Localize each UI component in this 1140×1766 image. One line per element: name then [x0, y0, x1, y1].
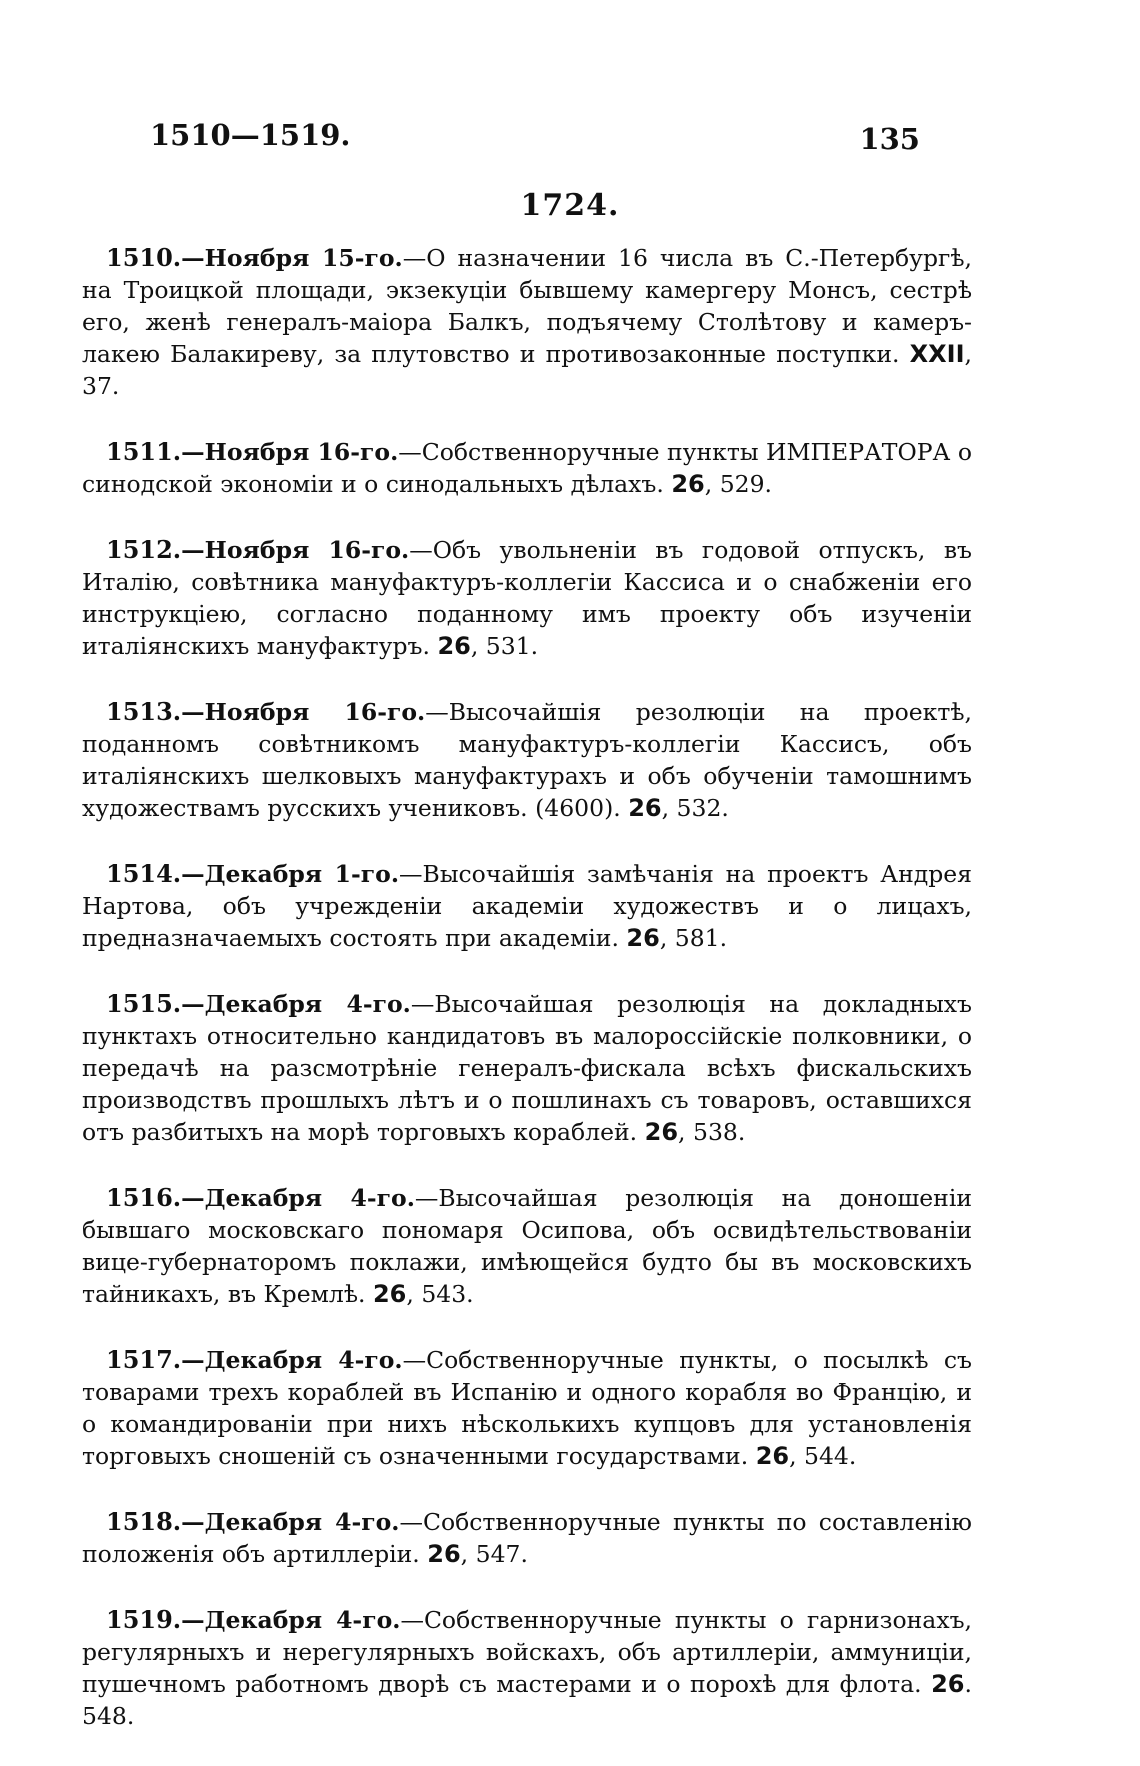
entry-number: 1510. [106, 243, 182, 272]
entry-number: 1518. [106, 1507, 182, 1536]
entry-date: —Ноября 15-го. [181, 244, 403, 272]
entry-volume: 26 [644, 1118, 679, 1146]
entry-page: , 532. [661, 794, 729, 822]
entry-text: —О назначении 16 числа въ С.-Петербургѣ, на Троицкой площади, экзекуціи бывшему камергеру Монсъ, сестрѣ его, женѣ генералъ-маіора Балкъ, подъячему Столѣтову и камеръ-лакею Балакиреву, за плутовство и противозаконные поступки. [82, 244, 972, 368]
entry-date: —Декабря 4-го. [181, 1346, 403, 1374]
entry-page: , 581. [659, 924, 728, 952]
entry-number: 1519. [106, 1605, 182, 1634]
entry-date: —Ноября 16-го. [181, 698, 426, 726]
entry-1512 [82, 534, 972, 662]
entry-text: —Высочайшія замѣчанія на проектъ Андрея Нартова, объ учрежденіи академіи художествъ и о лицахъ, предназначаемыхъ состоять при академіи. [82, 860, 973, 952]
entry-date: —Декабря 4-го. [181, 990, 411, 1018]
year-heading: 1724. [520, 188, 620, 223]
entry-range: 1510—1519. [150, 118, 351, 152]
entry-number: 1515. [106, 989, 182, 1018]
entry-page: , 544. [789, 1442, 857, 1470]
entry-1511 [82, 436, 972, 500]
entry-1514 [82, 858, 972, 954]
page-number: 135 [859, 122, 920, 156]
entry-number: 1516. [106, 1183, 182, 1212]
entry-text: —Собственноручные пункты, о посылкѣ съ товарами трехъ кораблей въ Испанію и одного корабля во Францію, и о командированіи при нихъ нѣсколькихъ купцовъ для установленія торговыхъ сношеній съ означенными государствами. [82, 1346, 972, 1470]
entry-volume: XXII [909, 340, 965, 368]
entry-text: —Собственноручные пункты ИМПЕРАТОРА о синодской экономіи и о синодальныхъ дѣлахъ. [82, 438, 972, 498]
entry-volume: 26 [626, 924, 660, 952]
entry-volume: 26 [628, 794, 662, 822]
entry-1510 [82, 242, 972, 402]
entry-text: —Высочайшая резолюція на докладныхъ пунктахъ относительно кандидатовъ въ малороссійскіе полковники, о передачѣ на разсмотрѣніе генералъ-фискала всѣхъ фискальскихъ производствъ прошлыхъ лѣтъ и о пошлинахъ съ товаровъ, оставшихся отъ разбитыхъ на морѣ торговыхъ кораблей. [82, 990, 972, 1146]
entry-text: —Высочайшая резолюція на доношеніи бывшаго московскаго пономаря Осипова, объ освидѣтельствованіи вице-губернаторомъ поклажи, имѣющейся будто бы въ московскихъ тайникахъ, въ Кремлѣ. [82, 1184, 972, 1308]
entry-number: 1517. [106, 1345, 182, 1374]
entry-page: . 548. [82, 1670, 972, 1730]
entry-1517 [82, 1344, 972, 1472]
entry-text: —Собственноручные пункты по составленію положенія объ артиллеріи. [82, 1508, 972, 1568]
entry-date: —Декабря 4-го. [181, 1508, 400, 1536]
entry-volume: 26 [437, 632, 471, 660]
entry-number: 1512. [106, 535, 182, 564]
entry-page: , 538. [678, 1118, 746, 1146]
entry-number: 1514. [106, 859, 182, 888]
entry-1515 [82, 988, 972, 1148]
entry-page: , 543. [406, 1280, 474, 1308]
entry-page: , 529. [704, 470, 773, 498]
entry-1516 [82, 1182, 972, 1310]
entry-text: —Собственноручные пункты о гарнизонахъ, регулярныхъ и нерегулярныхъ войскахъ, объ артиллеріи, аммуниціи, пушечномъ работномъ дворѣ съ мастерами и о порохѣ для флота. [82, 1606, 972, 1698]
entry-1513 [82, 696, 972, 824]
entry-1519 [82, 1604, 972, 1732]
entry-number: 1513. [106, 697, 182, 726]
running-header [150, 118, 920, 158]
entry-page: , 37. [82, 340, 972, 400]
entry-number: 1511. [106, 437, 182, 466]
entry-page: , 547. [460, 1540, 528, 1568]
entry-volume: 26 [427, 1540, 461, 1568]
entry-volume: 26 [671, 470, 705, 498]
entry-date: —Декабря 4-го. [181, 1606, 401, 1634]
entry-text: —Объ увольненіи въ годовой отпускъ, въ Италію, совѣтника мануфактуръ-коллегіи Кассиса и о снабженіи его инструкціею, согласно поданному имъ проекту объ изученіи италіянскихъ мануфактуръ. [82, 536, 972, 660]
entry-1518 [82, 1506, 972, 1570]
entry-volume: 26 [931, 1670, 965, 1698]
entry-volume: 26 [755, 1442, 790, 1470]
entry-volume: 26 [372, 1280, 407, 1308]
entry-date: —Ноября 16-го. [181, 438, 399, 466]
entry-date: —Декабря 4-го. [181, 1184, 415, 1212]
entry-page: , 531. [470, 632, 539, 660]
entries-list [82, 242, 972, 1766]
entry-text: —Высочайшія резолюціи на проектѣ, поданномъ совѣтникомъ мануфактуръ-коллегіи Кассисъ, объ италіянскихъ шелковыхъ мануфактурахъ и объ обученіи тамошнимъ художествамъ русскихъ учениковъ. (4600). [82, 698, 972, 822]
entry-date: —Ноября 16-го. [181, 536, 410, 564]
entry-date: —Декабря 1-го. [181, 860, 400, 888]
